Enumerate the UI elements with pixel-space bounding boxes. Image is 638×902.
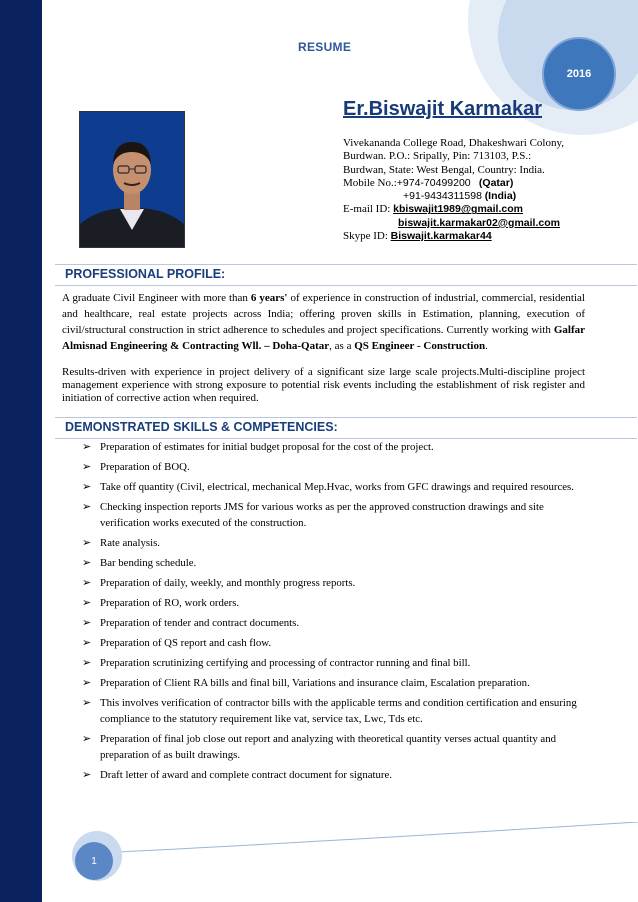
skill-text: Preparation of QS report and cash flow. — [100, 637, 272, 649]
arrow-bullet-icon: ➢ — [82, 461, 92, 473]
skill-text: Preparation of RO, work orders. — [100, 597, 240, 609]
email-line — [343, 203, 573, 216]
skill-item — [80, 499, 585, 531]
skill-text: Preparation scrutinizing certifying and processing of contractor running and final bill. — [100, 657, 471, 669]
mobile-label: Mobile No.: — [343, 176, 397, 189]
text-run: , as a — [329, 340, 355, 352]
page-number: 1 — [75, 842, 113, 880]
arrow-bullet-icon: ➢ — [82, 657, 92, 669]
skill-text: Preparation of BOQ. — [100, 461, 190, 473]
skill-text: Draft letter of award and complete contract document for signature. — [100, 769, 392, 781]
candidate-name: Er.Biswajit Karmakar — [343, 98, 542, 120]
skill-text: Preparation of estimates for initial budget proposal for the cost of the project. — [100, 441, 434, 453]
email-label: E-mail ID: — [343, 203, 391, 216]
profile-paragraph-2: Results-driven with experience in project delivery of a significant size large scale projects.Multi-discipline project management experience with strong exposure to potential risk events including the establishment of risk register and initiation of corrective action when required. — [62, 366, 585, 404]
mobile-number-india: +91-9434311598 — [403, 190, 482, 203]
contact-block — [343, 137, 573, 243]
skill-item — [80, 439, 585, 455]
left-sidebar-band — [0, 0, 42, 902]
job-role: QS Engineer - Construction — [354, 340, 486, 352]
skill-item — [80, 459, 585, 475]
arrow-bullet-icon: ➢ — [82, 501, 92, 513]
skill-text: Checking inspection reports JMS for various works as per the approved construction drawings and site verification works executed of the construction. — [100, 501, 544, 529]
skill-item — [80, 535, 585, 551]
email-link-primary[interactable]: kbiswajit1989@gmail.com — [393, 203, 523, 216]
skill-item — [80, 767, 585, 783]
profile-paragraph-1 — [62, 290, 585, 354]
skill-item — [80, 615, 585, 631]
portrait-image — [80, 112, 184, 247]
skill-text: Preparation of final job close out report and analyzing with theoretical quantity verses actual quantity and preparation of as built drawings. — [100, 733, 557, 761]
skype-id[interactable]: Biswajit.karmakar44 — [390, 230, 492, 243]
skill-text: Preparation of daily, weekly, and monthly progress reports. — [100, 577, 356, 589]
skill-text: This involves verification of contractor bills with the applicable terms and condition certification and ensuring compliance to the statutory requirement like vat, service tax, Lwc, Tds etc. — [100, 697, 577, 725]
email-link-secondary[interactable]: biswajit.karmakar02@gmail.com — [398, 216, 560, 229]
arrow-bullet-icon: ➢ — [82, 557, 92, 569]
skill-item — [80, 595, 585, 611]
document-label: RESUME — [298, 40, 352, 54]
skill-item — [80, 675, 585, 691]
arrow-bullet-icon: ➢ — [82, 677, 92, 689]
section-header-skills — [55, 417, 637, 439]
arrow-bullet-icon: ➢ — [82, 537, 92, 549]
skype-label: Skype ID: — [343, 230, 388, 243]
skill-text: Take off quantity (Civil, electrical, mechanical Mep.Hvac, works from GFC drawings and required resources. — [100, 481, 574, 493]
section-title-skills: DEMONSTRATED SKILLS & COMPETENCIES: — [65, 420, 338, 434]
skill-text: Bar bending schedule. — [100, 557, 197, 569]
section-title-profile: PROFESSIONAL PROFILE: — [65, 267, 226, 281]
footer-decorative-line — [118, 822, 638, 862]
arrow-bullet-icon: ➢ — [82, 597, 92, 609]
text-run: of experience in construction of industrial, commercial, residential and healthcare, real estate projects across India; offering proven skills in Estimation, planning, execution of civil/structural construction in strict adherence to schedules and project specifications. Currently working with — [62, 292, 585, 336]
mobile-number-qatar: +974-70499200 — [396, 176, 471, 189]
section-header-profile — [55, 264, 637, 286]
arrow-bullet-icon: ➢ — [82, 769, 92, 781]
mobile-country-qatar: (Qatar) — [478, 176, 514, 189]
skills-list — [80, 439, 585, 787]
year-badge: 2016 — [542, 37, 616, 111]
arrow-bullet-icon: ➢ — [82, 697, 92, 709]
skill-item — [80, 695, 585, 727]
address: Vivekananda College Road, Dhakeshwari Colony, Burdwan. P.O.: Sripally, Pin: 713103, P.S.: Burdwan, State: West Bengal, Country: India. — [343, 137, 565, 176]
mobile-country-india: (India) — [484, 190, 517, 203]
mobile-line-2 — [343, 190, 573, 203]
skill-item — [80, 731, 585, 763]
skill-item — [80, 635, 585, 651]
years-experience: 6 years' — [250, 292, 288, 304]
mobile-line — [343, 177, 573, 190]
skill-text: Rate analysis. — [100, 537, 160, 549]
profile-photo — [79, 111, 185, 248]
skill-item — [80, 575, 585, 591]
skill-text: Preparation of Client RA bills and final bill, Variations and insurance claim, Escalation preparation. — [100, 677, 530, 689]
skill-item — [80, 555, 585, 571]
email-line-2 — [343, 217, 573, 230]
skill-item — [80, 479, 585, 495]
arrow-bullet-icon: ➢ — [82, 637, 92, 649]
skill-text: Preparation of tender and contract documents. — [100, 617, 300, 629]
text-run: . — [485, 340, 488, 352]
arrow-bullet-icon: ➢ — [82, 733, 92, 745]
skype-line — [343, 230, 573, 243]
company-name: Galfar Almisnad Engineering & Contracting Wll. – Doha-Qatar — [62, 324, 585, 352]
arrow-bullet-icon: ➢ — [82, 617, 92, 629]
arrow-bullet-icon: ➢ — [82, 481, 92, 493]
text-run: A graduate Civil Engineer with more than — [62, 292, 251, 304]
arrow-bullet-icon: ➢ — [82, 441, 92, 453]
skill-item — [80, 655, 585, 671]
arrow-bullet-icon: ➢ — [82, 577, 92, 589]
